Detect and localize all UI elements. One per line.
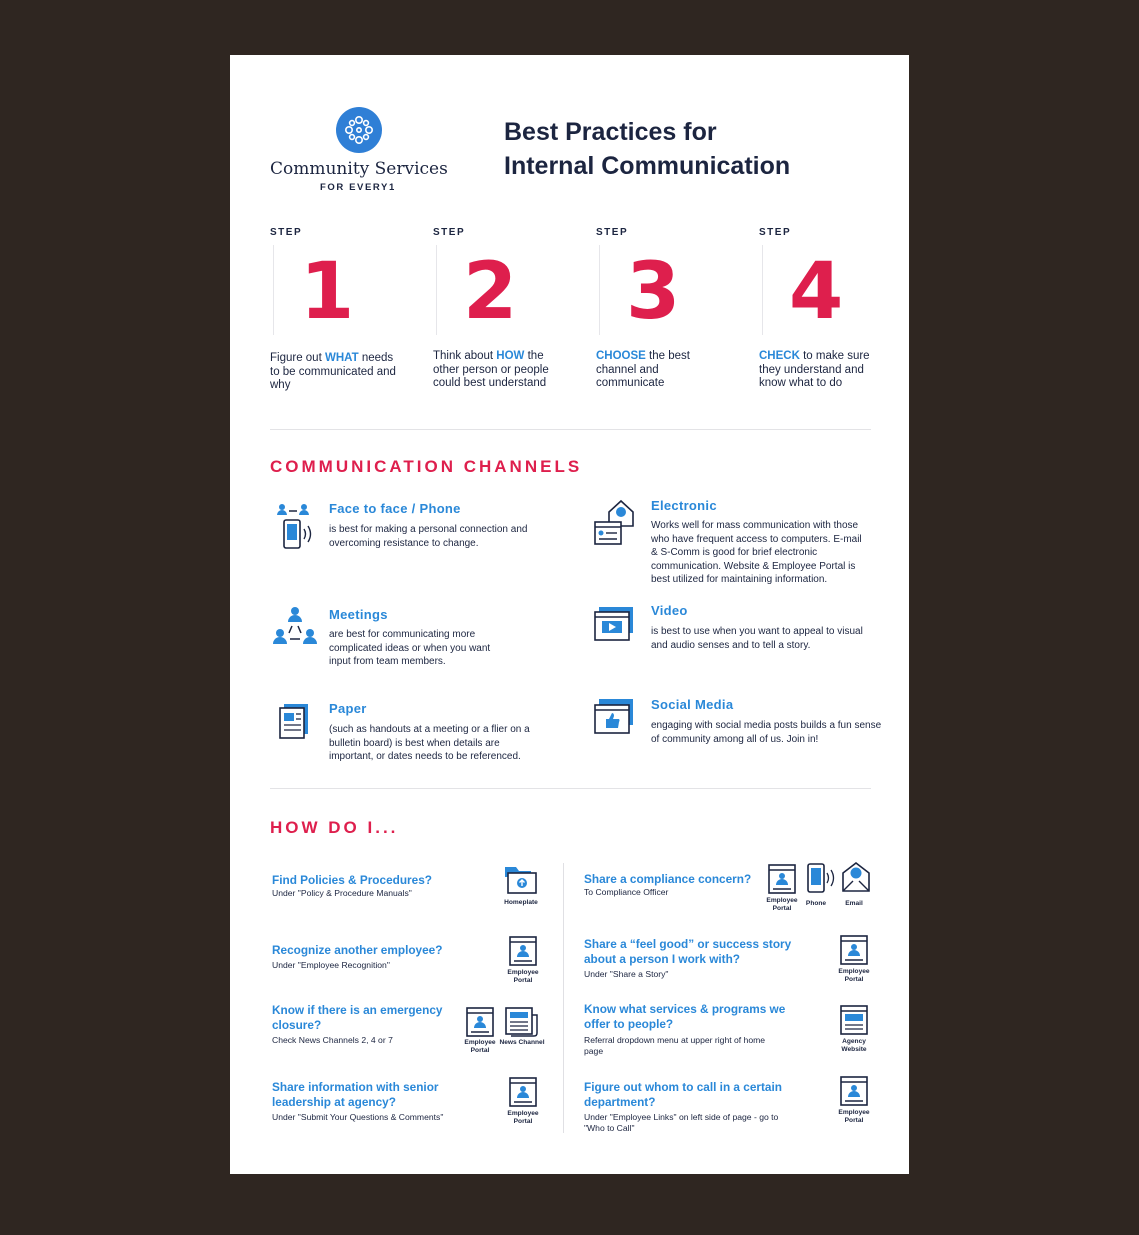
step-label: STEP xyxy=(759,227,792,238)
howdoi-heading: HOW DO I... xyxy=(270,818,399,837)
column-divider xyxy=(563,863,564,1133)
howdoi-question: Find Policies & Procedures? xyxy=(272,873,432,887)
org-tagline: FOR EVERY1 xyxy=(320,182,396,193)
howdoi-question: Figure out whom to call in a certain department? xyxy=(584,1080,782,1109)
social-media-icon xyxy=(593,698,635,741)
howdoi-question: Share information with senior leadership at agency? xyxy=(272,1080,439,1109)
howdoi-answer: Under "Share a Story" xyxy=(584,969,669,979)
channel-description: are best for communicating more complicated ideas or when you want input from team members. xyxy=(329,629,491,667)
step-text: CHOOSE the best channel and communicate xyxy=(596,350,690,389)
step-number: 4 xyxy=(762,245,863,335)
channel-title: Video xyxy=(651,603,688,618)
step-label: STEP xyxy=(433,227,466,238)
icon-caption: Employee Portal xyxy=(838,1109,870,1124)
step-text: Figure out WHAT needs to be communicated and why xyxy=(270,352,396,391)
icon-caption: Homeplate xyxy=(504,899,538,906)
icon-caption: Employee Portal xyxy=(464,1039,496,1054)
news-channel-icon xyxy=(505,1007,539,1042)
howdoi-question: Share a compliance concern? xyxy=(584,872,752,886)
howdoi-question: Know if there is an emergency closure? xyxy=(272,1003,443,1032)
page-title: Best Practices for Internal Communication xyxy=(504,118,791,180)
howdoi-question: Share a “feel good” or success story about a person I work with? xyxy=(584,937,792,966)
channel-description: engaging with social media posts builds a fun sense of community among all of us. Join in! xyxy=(651,720,882,745)
face-to-face-phone-icon xyxy=(274,503,316,556)
step-number: 1 xyxy=(273,245,374,335)
icon-caption: Employee Portal xyxy=(766,897,798,912)
howdoi-answer: Under "Policy & Procedure Manuals" xyxy=(272,888,412,898)
logo-icon xyxy=(336,107,382,153)
employee-portal-icon xyxy=(840,1076,868,1111)
step-text: CHECK to make sure they understand and know what to do xyxy=(759,350,870,389)
step-label: STEP xyxy=(596,227,629,238)
howdoi-answer: Under "Employee Links" on left side of page - go to "Who to Call" xyxy=(584,1112,779,1133)
icon-caption: Employee Portal xyxy=(507,969,539,984)
video-icon xyxy=(593,606,635,647)
step-text: Think about HOW the other person or people could best understand xyxy=(433,350,549,389)
channel-title: Face to face / Phone xyxy=(329,501,461,516)
step-2 xyxy=(433,227,573,389)
employee-portal-icon xyxy=(840,935,868,970)
employee-portal-icon xyxy=(466,1007,494,1042)
step-number: 2 xyxy=(436,245,537,335)
divider xyxy=(270,429,871,430)
howdoi-answer: To Compliance Officer xyxy=(584,887,669,897)
howdoi-answer: Referral dropdown menu at upper right of home page xyxy=(584,1035,766,1056)
channel-title: Social Media xyxy=(651,697,734,712)
divider xyxy=(270,788,871,789)
howdoi-question: Know what services & programs we offer to people? xyxy=(584,1002,786,1031)
howdoi-answer: Under "Employee Recognition" xyxy=(272,960,390,970)
channel-title: Electronic xyxy=(651,498,717,513)
handout-sheet xyxy=(230,55,909,1174)
org-name: Community Services xyxy=(270,159,448,179)
icon-caption: News Channel xyxy=(499,1039,545,1046)
icon-caption: Agency Website xyxy=(841,1038,867,1053)
channel-description: is best for making a personal connection and overcoming resistance to change. xyxy=(329,524,528,549)
howdoi-answer: Check News Channels 2, 4 or 7 xyxy=(272,1035,393,1045)
channel-title: Paper xyxy=(329,701,367,716)
channel-description: is best to use when you want to appeal to visual and audio senses and to tell a story. xyxy=(651,626,863,651)
channel-title: Meetings xyxy=(329,607,388,622)
channels-heading: COMMUNICATION CHANNELS xyxy=(270,457,583,476)
howdoi-question: Recognize another employee? xyxy=(272,943,443,957)
electronic-icon xyxy=(593,498,639,551)
homeplate-icon xyxy=(504,865,538,900)
step-1 xyxy=(270,227,410,391)
icon-caption: Phone xyxy=(805,900,827,907)
step-3 xyxy=(596,227,736,389)
paper-icon xyxy=(278,703,310,744)
phone-icon xyxy=(807,863,835,900)
icon-caption: Employee Portal xyxy=(507,1110,539,1125)
howdoi-answer: Under "Submit Your Questions & Comments" xyxy=(272,1112,444,1122)
employee-portal-icon xyxy=(768,864,796,899)
step-label: STEP xyxy=(270,227,303,238)
employee-portal-icon xyxy=(509,1077,537,1112)
step-number: 3 xyxy=(599,245,700,335)
employee-portal-icon xyxy=(509,936,537,971)
channel-description: (such as handouts at a meeting or a flier on a bulletin board) is best when details are important, or dates needs to be referenced. xyxy=(329,724,530,762)
email-icon xyxy=(841,861,871,898)
icon-caption: Email xyxy=(845,900,863,907)
step-4 xyxy=(759,227,899,389)
meetings-icon xyxy=(272,606,318,653)
channel-description: Works well for mass communication with those who have frequent access to computers. E-mail & S-Comm is good for brief electronic communication. Website & Employee Portal is best utilized for maintaining information. xyxy=(651,520,862,585)
icon-caption: Employee Portal xyxy=(838,968,870,983)
agency-website-icon xyxy=(840,1005,868,1040)
